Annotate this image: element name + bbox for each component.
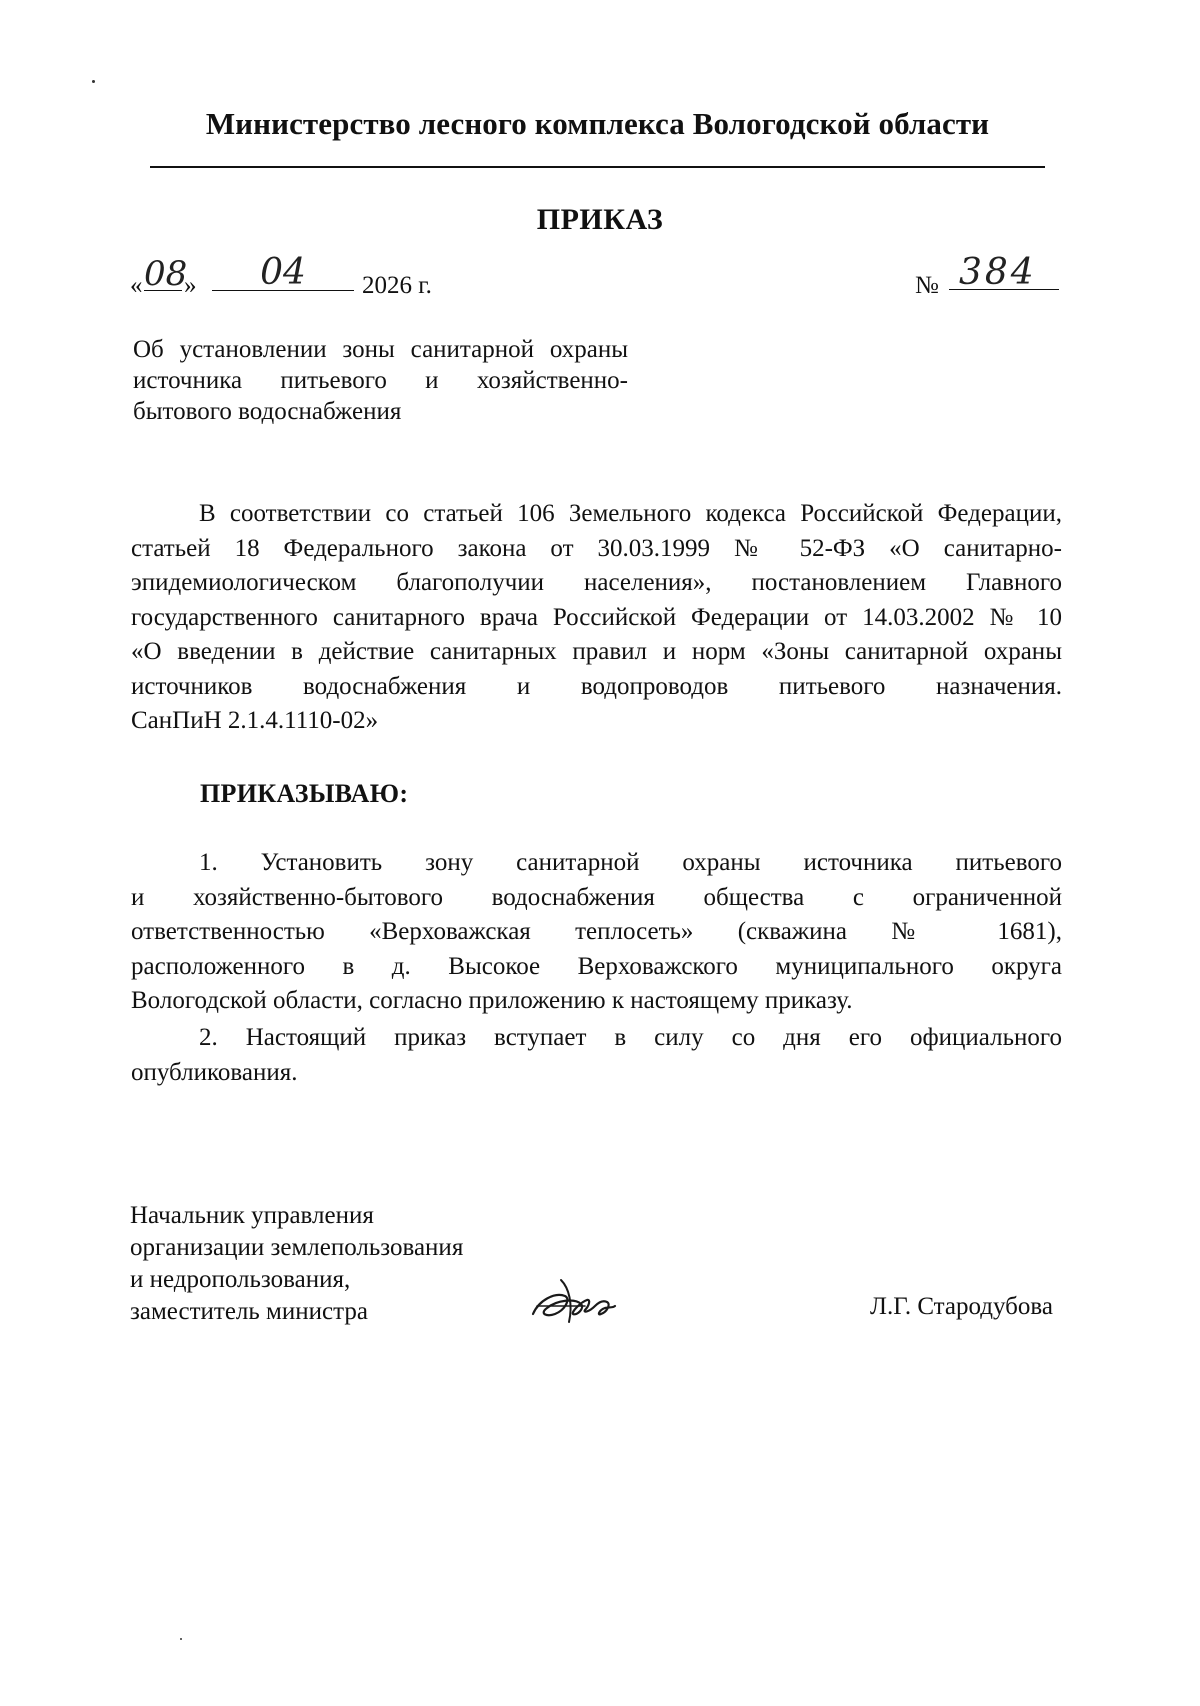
order-directive-word: ПРИКАЗЫВАЮ: bbox=[200, 779, 409, 808]
date-month-handwritten: 04 bbox=[212, 252, 354, 291]
signer-position-line: заместитель министра bbox=[130, 1298, 368, 1325]
preamble-line: эпидемиологическом благополучии населения», постановлением Главного bbox=[131, 569, 1062, 596]
signer-position-line: Начальник управления bbox=[130, 1202, 374, 1229]
item-1-paragraph bbox=[131, 846, 1062, 1019]
signer-position bbox=[130, 1200, 463, 1328]
subject-line: источника питьевого и хозяйственно- bbox=[133, 367, 628, 394]
signer-position-line: организации землепользования bbox=[130, 1234, 464, 1261]
preamble-line: источников водоснабжения и водопроводов питьевого назначения. bbox=[131, 672, 1062, 700]
subject-line: Об установлении зоны санитарной охраны bbox=[133, 336, 628, 363]
preamble-line: В соответствии со статьей 106 Земельного кодекса Российской Федерации, bbox=[199, 500, 1062, 527]
preamble-line: «О введении в действие санитарных правил и норм «Зоны санитарной охраны bbox=[131, 638, 1062, 665]
item-2-paragraph bbox=[131, 1021, 1062, 1090]
item-1-line: ответственностью «Верховажская теплосеть» (скважина № 1681), bbox=[131, 918, 1062, 945]
item-1-line: и хозяйственно-бытового водоснабжения общества с ограниченной bbox=[131, 883, 1062, 911]
preamble-paragraph bbox=[131, 497, 1062, 739]
item-1-line: расположенного в д. Высокое Верховажского муниципального округа bbox=[131, 952, 1062, 980]
date-open-quote: « bbox=[130, 272, 143, 299]
date-year: 2026 г. bbox=[362, 272, 432, 299]
document-title: ПРИКАЗ bbox=[536, 203, 664, 236]
number-sign: № bbox=[915, 272, 939, 299]
item-1-line: 1. Установить зону санитарной охраны источника питьевого bbox=[199, 849, 1062, 876]
date-close-quote: » bbox=[184, 272, 197, 299]
order-subject bbox=[133, 334, 628, 427]
scan-speck bbox=[92, 80, 95, 83]
number-handwritten: 384 bbox=[949, 252, 1059, 290]
signer-position-line: и недропользования, bbox=[130, 1266, 351, 1293]
item-1-line: Вологодской области, согласно приложению к настоящему приказу. bbox=[131, 987, 853, 1014]
date-day-handwritten: 08 bbox=[144, 254, 188, 294]
scan-speck bbox=[180, 1638, 182, 1640]
subject-line: бытового водоснабжения bbox=[133, 398, 402, 425]
preamble-line: СанПиН 2.1.4.1110-02» bbox=[131, 707, 379, 734]
item-2-line: 2. Настоящий приказ вступает в силу со дня его официального bbox=[199, 1024, 1062, 1051]
signer-name: Л.Г. Стародубова bbox=[870, 1293, 1053, 1320]
item-2-line: опубликования. bbox=[131, 1058, 298, 1086]
preamble-line: государственного санитарного врача Российской Федерации от 14.03.2002 № 10 bbox=[131, 603, 1062, 631]
preamble-line: статьей 18 Федерального закона от 30.03.1999 № 52-ФЗ «О санитарно- bbox=[131, 534, 1062, 562]
handwritten-signature bbox=[525, 1270, 625, 1330]
header-rule bbox=[150, 166, 1045, 168]
ministry-name: Министерство лесного комплекса Вологодской области bbox=[205, 106, 990, 141]
